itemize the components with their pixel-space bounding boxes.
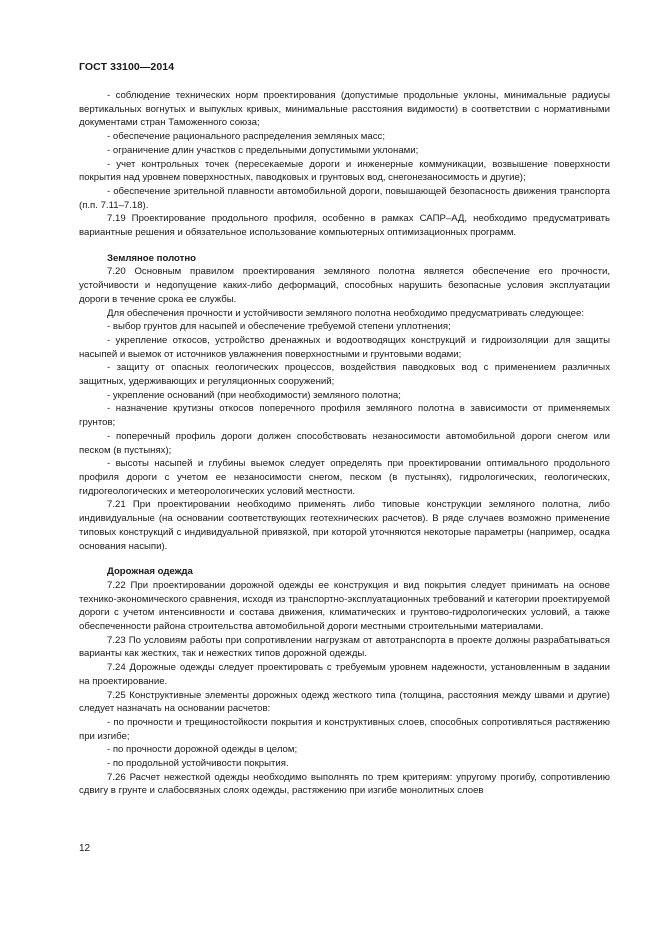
paragraph: - по продольной устойчивости покрытия. bbox=[107, 758, 289, 770]
paragraph: - по прочности и трещиностойкости покрытия и конструктивных слоев, способных сопротивляться растяжению при изгибе; bbox=[79, 716, 610, 742]
paragraph: - учет контрольных точек (пересекаемые дороги и инженерные коммуникации, возвышение поверхности покрытия над уровнем поверхностных, паводковых и грунтовых вод, снегонезаносимость и другие); bbox=[79, 158, 610, 184]
paragraph: - укрепление оснований (при необходимости) земляного полотна; bbox=[107, 389, 401, 401]
page-number: 12 bbox=[79, 843, 91, 854]
section-heading-earthwork: Земляное полотно bbox=[107, 252, 197, 264]
paragraph: 7.21 При проектировании необходимо применять либо типовые конструкции земляного полотна, либо индивидуальные (на основании соответствующих геотехнических расчетов). В ряде случаев возможно применение типовых конструкций с индивидуальной привязкой, при которой уточняются некоторые параметры (например, осадка основания насыпи). bbox=[79, 499, 610, 552]
section-heading-pavement: Дорожная одежда bbox=[107, 566, 193, 578]
document-body bbox=[79, 89, 610, 798]
paragraph: 7.20 Основным правилом проектирования земляного полотна является обеспечение его прочности, устойчивости и недопущение каких-либо деформаций, способных нарушить безопасные условия эксплуатации дороги в течение срока ее службы. bbox=[79, 266, 610, 305]
paragraph: 7.24 Дорожные одежды следует проектировать с требуемым уровнем надежности, установленным в задании на проектирование. bbox=[79, 662, 610, 687]
paragraph: - назначение крутизны откосов поперечного профиля земляного полотна в зависимости от применяемых грунтов; bbox=[79, 403, 610, 429]
paragraph: 7.25 Конструктивные элементы дорожных одежд жесткого типа (толщина, расстояния между швами и другие) следует назначать на основании расчетов: bbox=[79, 689, 610, 715]
paragraph: - поперечный профиль дороги должен способствовать незаносимости автомобильной дороги снегом или песком (в пустынях); bbox=[79, 430, 610, 456]
paragraph: - выбор грунтов для насыпей и обеспечение требуемой степени уплотнения; bbox=[107, 321, 451, 333]
paragraph: - по прочности дорожной одежды в целом; bbox=[107, 744, 298, 756]
paragraph: Для обеспечения прочности и устойчивости земляного полотна необходимо предусматривать следующее: bbox=[107, 307, 585, 319]
paragraph: - обеспечение рационального распределения земляных масс; bbox=[107, 131, 385, 143]
paragraph: 7.19 Проектирование продольного профиля, особенно в рамках САПР–АД, необходимо предусматривать вариантные решения и обязательное использование компьютерных оптимизационных программ. bbox=[79, 213, 610, 239]
paragraph: 7.26 Расчет нежесткой одежды необходимо выполнять по трем критериям: упругому прогибу, сопротивлению сдвигу в грунте и слабосвязных слоях одежды, растяжению при изгибе монолитных слоев bbox=[79, 771, 610, 797]
paragraph: - высоты насыпей и глубины выемок следует определять при проектировании оптимального продольного профиля дороги с учетом ее незаносимости снегом, песком (в пустынях), гидрологических, геологических, гидрогеологических и метеорологических условий местности. bbox=[79, 458, 610, 497]
paragraph: - защиту от опасных геологических процессов, воздействия паводковых вод с применением различных защитных, удерживающих и регуляционных сооружений; bbox=[79, 362, 610, 388]
paragraph: - соблюдение технических норм проектирования (допустимые продольные уклоны, минимальные радиусы вертикальных вогнутых и выпуклых кривых, минимальные расстояния видимости) в соответствии с нормативными документами стран Таможенного союза; bbox=[79, 90, 610, 129]
document-header: ГОСТ 33100—2014 bbox=[79, 61, 175, 73]
paragraph: 7.23 По условиям работы при сопротивлении нагрузкам от автотранспорта в проекте должны разрабатываться варианты как жестких, так и нежестких типов дорожной одежды. bbox=[79, 634, 610, 660]
paragraph: - укрепление откосов, устройство дренажных и водоотводящих конструкций и гидроизоляции для защиты насыпей и выемок от источников увлажнения поверхностными и грунтовыми водами; bbox=[79, 334, 610, 360]
paragraph: - обеспечение зрительной плавности автомобильной дороги, повышающей безопасность движения транспорта (п.п. 7.11–7.18). bbox=[79, 185, 610, 211]
paragraph: 7.22 При проектировании дорожной одежды ее конструкция и вид покрытия следует принимать на основе технико-экономического сравнения, исходя из транспортно-эксплуатационных требований и категории проектируемой дороги с учетом интенсивности и состава движения, климатических и грунтово-гидрологических условий, а также обеспеченности района строительства автомобильной дороги местными строительными материалами. bbox=[79, 579, 610, 633]
paragraph: - ограничение длин участков с предельными допустимыми уклонами; bbox=[107, 144, 419, 156]
